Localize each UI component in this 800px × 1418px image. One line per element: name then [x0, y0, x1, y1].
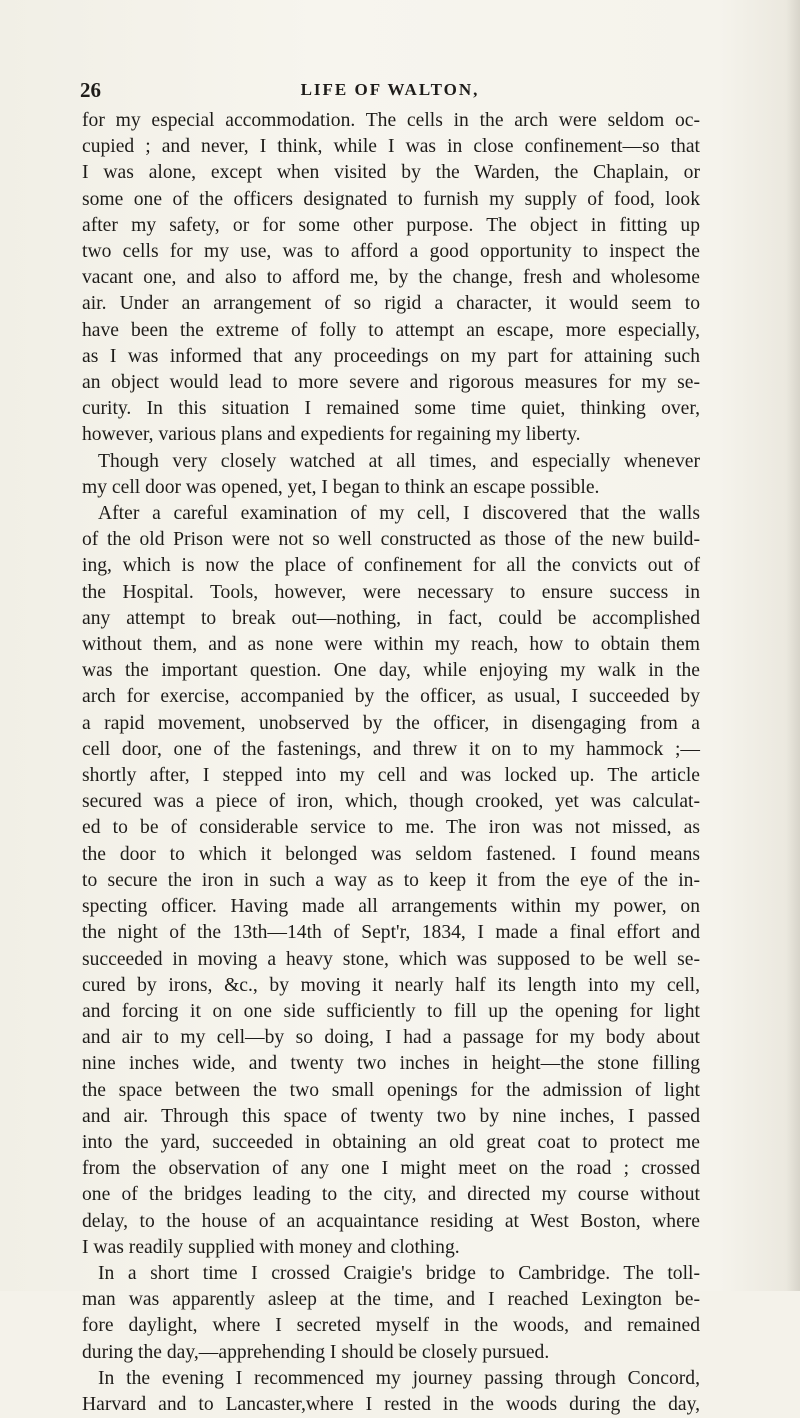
text-line: vacant one, and also to afford me, by the change, fresh and wholesome: [82, 267, 700, 289]
page-edge-shadow: [786, 0, 800, 1291]
page-header: [80, 78, 700, 106]
text-line: ing, which is now the place of confinement for all the convicts out of: [82, 555, 700, 577]
text-line: fore daylight, where I secreted myself in the woods, and remained: [82, 1315, 700, 1337]
text-line: After a careful examination of my cell, I discovered that the walls: [98, 503, 700, 525]
text-line: one of the bridges leading to the city, and directed my course without: [82, 1184, 700, 1206]
text-line: Harvard and to Lancaster,where I rested in the woods during the day,: [82, 1393, 700, 1415]
text-line: the door to which it belonged was seldom fastened. I found means: [82, 843, 700, 865]
text-line: the space between the two small openings for the admission of light: [82, 1079, 700, 1101]
page-number: 26: [80, 78, 101, 102]
body-text: [82, 108, 700, 1418]
text-line: specting officer. Having made all arrangements within my power, on: [82, 896, 700, 918]
text-line: my cell door was opened, yet, I began to think an escape possible.: [82, 476, 600, 498]
text-line: I was readily supplied with money and clothing.: [82, 1236, 460, 1258]
running-head: LIFE OF WALTON,: [300, 80, 480, 99]
text-line: and forcing it on one side sufficiently to fill up the opening for light: [82, 1000, 700, 1022]
text-line: air. Under an arrangement of so rigid a character, it would seem to: [82, 293, 700, 315]
text-line: and air. Through this space of twenty two by nine inches, I passed: [82, 1105, 700, 1127]
text-line: to secure the iron in such a way as to keep it from the eye of the in-: [82, 869, 700, 891]
text-line: secured was a piece of iron, which, though crooked, yet was calculat-: [82, 791, 700, 813]
text-line: shortly after, I stepped into my cell and was locked up. The article: [82, 765, 700, 787]
text-line: Though very closely watched at all times, and especially whenever: [98, 450, 700, 472]
text-line: succeeded in moving a heavy stone, which was supposed to be well se-: [82, 948, 700, 970]
text-line: without them, and as none were within my reach, how to obtain them: [82, 634, 700, 656]
text-line: was the important question. One day, while enjoying my walk in the: [82, 660, 700, 682]
text-line: any attempt to break out—nothing, in fact, could be accomplished: [82, 607, 700, 629]
text-line: cured by irons, &c., by moving it nearly half its length into my cell,: [82, 974, 700, 996]
text-line: however, various plans and expedients for regaining my liberty.: [82, 424, 581, 446]
text-line: have been the extreme of folly to attempt an escape, more especially,: [82, 319, 700, 341]
text-line: cell door, one of the fastenings, and threw it on to my hammock ;—: [82, 738, 700, 760]
text-line: from the observation of any one I might meet on the road ; crossed: [82, 1158, 700, 1180]
text-line: into the yard, succeeded in obtaining an old great coat to protect me: [82, 1131, 700, 1153]
text-line: delay, to the house of an acquaintance residing at West Boston, where: [82, 1210, 700, 1232]
text-line: cupied ; and never, I think, while I was in close confinement—so that: [82, 136, 700, 158]
text-line: and air to my cell—by so doing, I had a passage for my body about: [82, 1027, 700, 1049]
text-line: the Hospital. Tools, however, were necessary to ensure success in: [82, 581, 700, 603]
text-line: curity. In this situation I remained some time quiet, thinking over,: [82, 398, 700, 420]
text-line: some one of the officers designated to furnish my supply of food, look: [82, 188, 700, 210]
text-line: a rapid movement, unobserved by the officer, in disengaging from a: [82, 712, 700, 734]
text-line: an object would lead to more severe and rigorous measures for my se-: [82, 372, 700, 394]
text-line: arch for exercise, accompanied by the officer, as usual, I succeeded by: [82, 686, 700, 708]
text-line: as I was informed that any proceedings on my part for attaining such: [82, 345, 700, 367]
text-line: during the day,—apprehending I should be closely pursued.: [82, 1341, 550, 1363]
text-line: In a short time I crossed Craigie's bridge to Cambridge. The toll-: [98, 1262, 700, 1284]
text-line: nine inches wide, and twenty two inches in height—the stone filling: [82, 1053, 700, 1075]
text-line: for my especial accommodation. The cells in the arch were seldom oc-: [82, 110, 700, 131]
text-line: two cells for my use, was to afford a good opportunity to inspect the: [82, 241, 700, 263]
text-line: man was apparently asleep at the time, and I reached Lexington be-: [82, 1289, 700, 1311]
text-line: after my safety, or for some other purpose. The object in fitting up: [82, 214, 700, 236]
text-line: In the evening I recommenced my journey passing through Concord,: [98, 1367, 700, 1389]
text-line: I was alone, except when visited by the Warden, the Chaplain, or: [82, 162, 700, 184]
text-line: the night of the 13th—14th of Sept'r, 1834, I made a final effort and: [82, 922, 700, 944]
text-line: of the old Prison were not so well constructed as those of the new build-: [82, 529, 700, 551]
text-line: ed to be of considerable service to me. The iron was not missed, as: [82, 817, 700, 839]
